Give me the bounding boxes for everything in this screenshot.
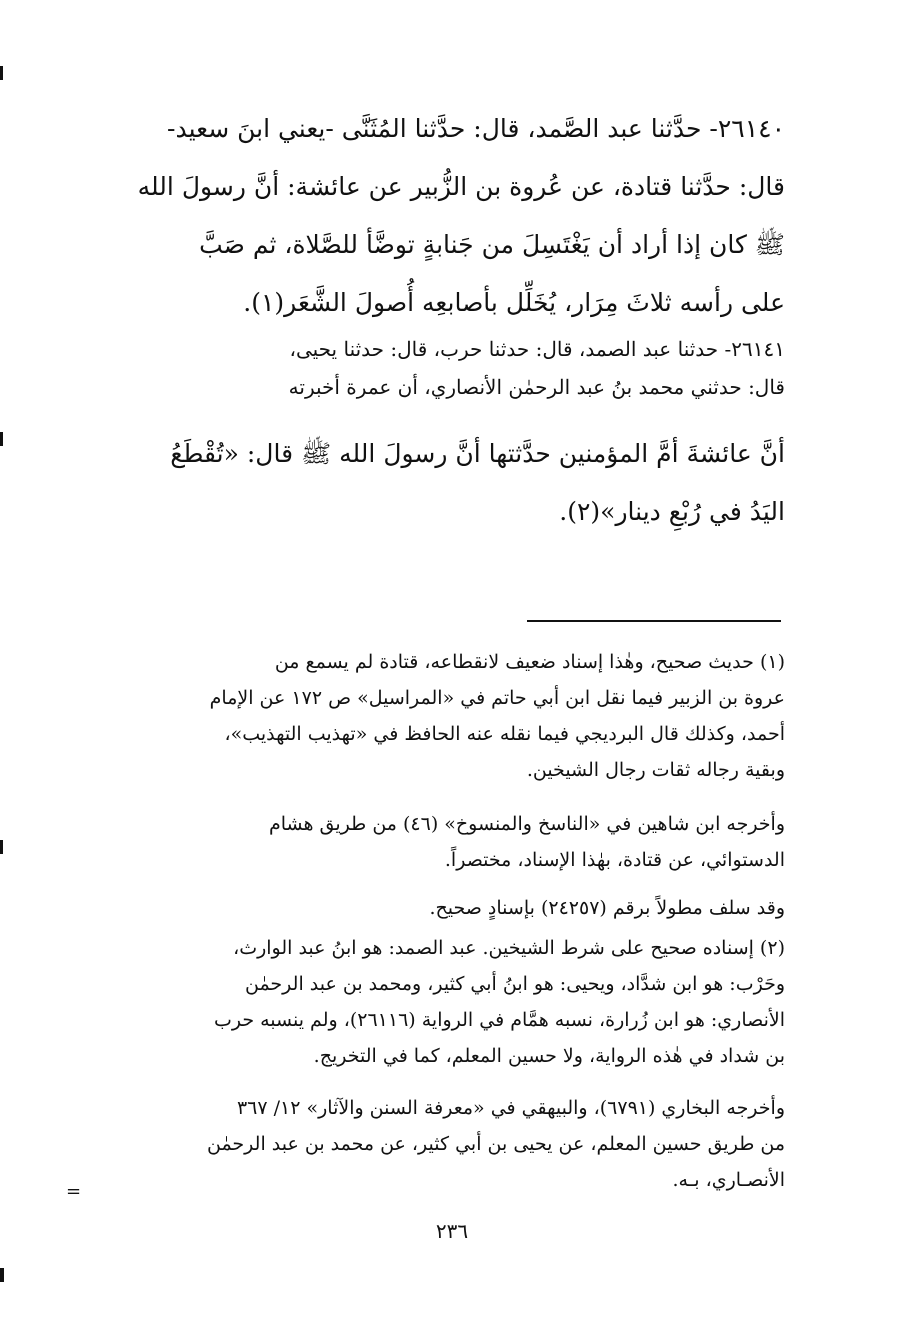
continuation-mark: = [66, 1181, 82, 1202]
footnote-line: الدستوائي، عن قتادة، بهٰذا الإسناد، مختصراً. [444, 849, 785, 871]
isnad-line: ٢٦١٤١- حدثنا عبد الصمد، قال: حدثنا حرب، قال: حدثنا يحيى، [289, 337, 785, 361]
footnote-line: وقد سلف مطولاً برقم (٢٤٢٥٧) بإسنادٍ صحيح. [429, 897, 785, 919]
footnote-line: من طريق حسين المعلم، عن يحيى بن أبي كثير، عن محمد بن عبد الرحمٰن [206, 1133, 785, 1155]
hadith-line: ٢٦١٤٠- حدَّثنا عبد الصَّمد، قال: حدَّثنا المُثَنَّى -يعني ابنَ سعيد- [167, 114, 785, 143]
footnote-line: وبقية رجاله ثقات رجال الشيخين. [526, 759, 785, 781]
footnote-2 [80, 930, 785, 1074]
footnote-line: أحمد، وكذلك قال البرديجي فيما نقله عنه الحافظ في «تهذيب التهذيب»، [224, 723, 785, 745]
hadith-line: على رأسه ثلاثَ مِرَار، يُخَلِّل بأصابعِه أُصولَ الشَّعَر(١). [243, 288, 785, 317]
footnote-line: عروة بن الزبير فيما نقل ابن أبي حاتم في «المراسيل» ص ١٧٢ عن الإمام [209, 687, 785, 709]
matn-line: اليَدُ في رُبْعِ دينار»(٢). [559, 497, 785, 526]
footnote-line: الأنصـاري، بـه. [672, 1169, 785, 1191]
isnad-line: قال: حدثني محمد بنُ عبد الرحمٰن الأنصاري، أن عمرة أخبرته [288, 375, 785, 399]
page-number: ٢٣٦ [435, 1219, 469, 1243]
hadith-26141-isnad [80, 330, 785, 406]
left-margin-mark [0, 1268, 4, 1282]
footnote-line: وحَرْب: هو ابن شدَّاد، ويحيى: هو ابنُ أبي كثير، ومحمد بن عبد الرحمٰن [244, 973, 785, 995]
footnote-1-takhrij [80, 806, 785, 878]
left-margin-mark [0, 840, 3, 854]
footnote-separator [527, 620, 781, 622]
hadith-line: قال: حدَّثنا قتادة، عن عُروة بن الزُّبير عن عائشة: أنَّ رسولَ الله [137, 172, 785, 201]
left-margin-mark [0, 432, 3, 446]
footnote-line: الأنصاري: هو ابن زُرارة، نسبه همَّام في الرواية (٢٦١١٦)، ولم ينسبه حرب [213, 1009, 785, 1031]
footnote-line: وأخرجه البخاري (٦٧٩١)، والبيهقي في «معرفة السنن والآثار» ١٢/ ٣٦٧ [236, 1097, 785, 1119]
hadith-26140 [80, 100, 785, 332]
footnote-line: بن شداد في هٰذه الرواية، ولا حسين المعلم، كما في التخريج. [313, 1045, 785, 1067]
left-margin-mark [0, 66, 3, 80]
footnote-1-cross-ref [80, 890, 785, 926]
hadith-line: ﷺ كان إذا أراد أن يَغْتَسِلَ من جَنابةٍ توضَّأ للصَّلاة، ثم صَبَّ [199, 230, 785, 259]
matn-line: أنَّ عائشةَ أمَّ المؤمنين حدَّثتها أنَّ رسولَ الله ﷺ قال: «تُقْطَعُ [170, 439, 785, 468]
footnote-line: (١) حديث صحيح، وهٰذا إسناد ضعيف لانقطاعه، قتادة لم يسمع من [274, 651, 785, 673]
footnote-1 [80, 644, 785, 788]
footnote-line: وأخرجه ابن شاهين في «الناسخ والمنسوخ» (٤٦) من طريق هشام [268, 813, 785, 835]
footnote-2-takhrij [80, 1090, 785, 1198]
footnote-line: (٢) إسناده صحيح على شرط الشيخين. عبد الصمد: هو ابنُ عبد الوارث، [233, 937, 785, 959]
hadith-26141-matn [80, 425, 785, 541]
